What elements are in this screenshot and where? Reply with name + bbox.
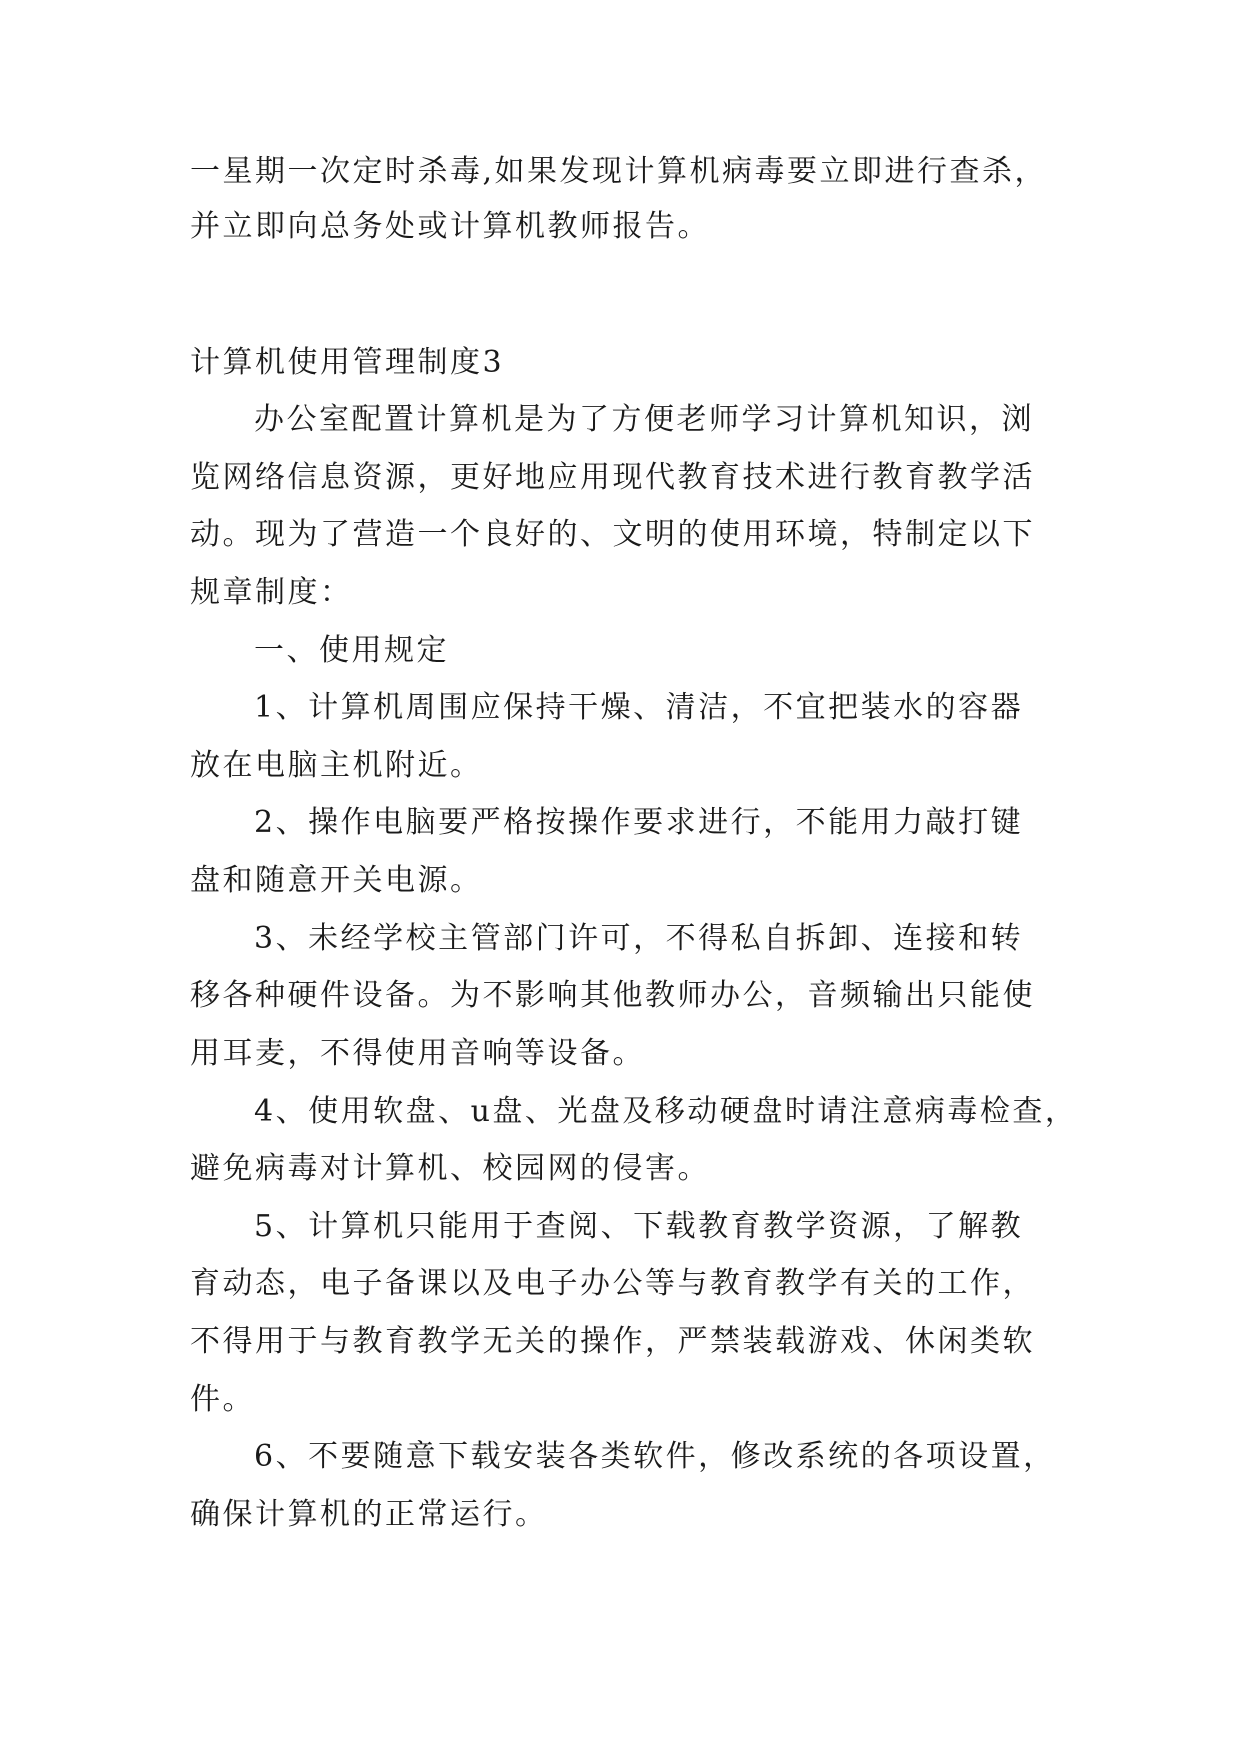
paragraph-line: 览网络信息资源，更好地应用现代教育技术进行教育教学活 bbox=[190, 460, 1035, 495]
list-item-line: 3、未经学校主管部门许可，不得私自拆卸、连接和转 bbox=[254, 921, 1024, 956]
list-item-line: 避免病毒对计算机、校园网的侵害。 bbox=[190, 1151, 710, 1186]
subsection-heading: 一、使用规定 bbox=[254, 633, 449, 668]
list-item-line: 放在电脑主机附近。 bbox=[190, 748, 483, 783]
list-item-line: 1、计算机周围应保持干燥、清洁，不宜把装水的容器 bbox=[254, 690, 1024, 725]
list-item-line: 移各种硬件设备。为不影响其他教师办公，音频输出只能使 bbox=[190, 978, 1035, 1013]
list-item-line: 育动态，电子备课以及电子办公等与教育教学有关的工作， bbox=[190, 1266, 1035, 1301]
paragraph-line: 动。现为了营造一个良好的、文明的使用环境，特制定以下 bbox=[190, 517, 1035, 552]
list-item-line: 件。 bbox=[190, 1382, 255, 1417]
section-heading: 计算机使用管理制度3 bbox=[190, 345, 505, 380]
list-item-line: 4、使用软盘、u盘、光盘及移动硬盘时请注意病毒检查， bbox=[254, 1094, 1078, 1129]
paragraph-line: 规章制度： bbox=[190, 575, 353, 610]
list-item-line: 用耳麦，不得使用音响等设备。 bbox=[190, 1036, 645, 1071]
paragraph-line: 并立即向总务处或计算机教师报告。 bbox=[190, 209, 710, 244]
list-item-line: 6、不要随意下载安装各类软件，修改系统的各项设置， bbox=[254, 1439, 1056, 1474]
list-item-line: 确保计算机的正常运行。 bbox=[190, 1497, 548, 1532]
paragraph-line: 一星期一次定时杀毒,如果发现计算机病毒要立即进行查杀， bbox=[190, 154, 1048, 189]
list-item-line: 2、操作电脑要严格按操作要求进行，不能用力敲打键 bbox=[254, 805, 1024, 840]
list-item-line: 5、计算机只能用于查阅、下载教育教学资源，了解教 bbox=[254, 1209, 1024, 1244]
list-item-line: 盘和随意开关电源。 bbox=[190, 863, 483, 898]
paragraph-line: 办公室配置计算机是为了方便老师学习计算机知识，浏 bbox=[254, 402, 1034, 437]
list-item-line: 不得用于与教育教学无关的操作，严禁装载游戏、休闲类软 bbox=[190, 1324, 1035, 1359]
